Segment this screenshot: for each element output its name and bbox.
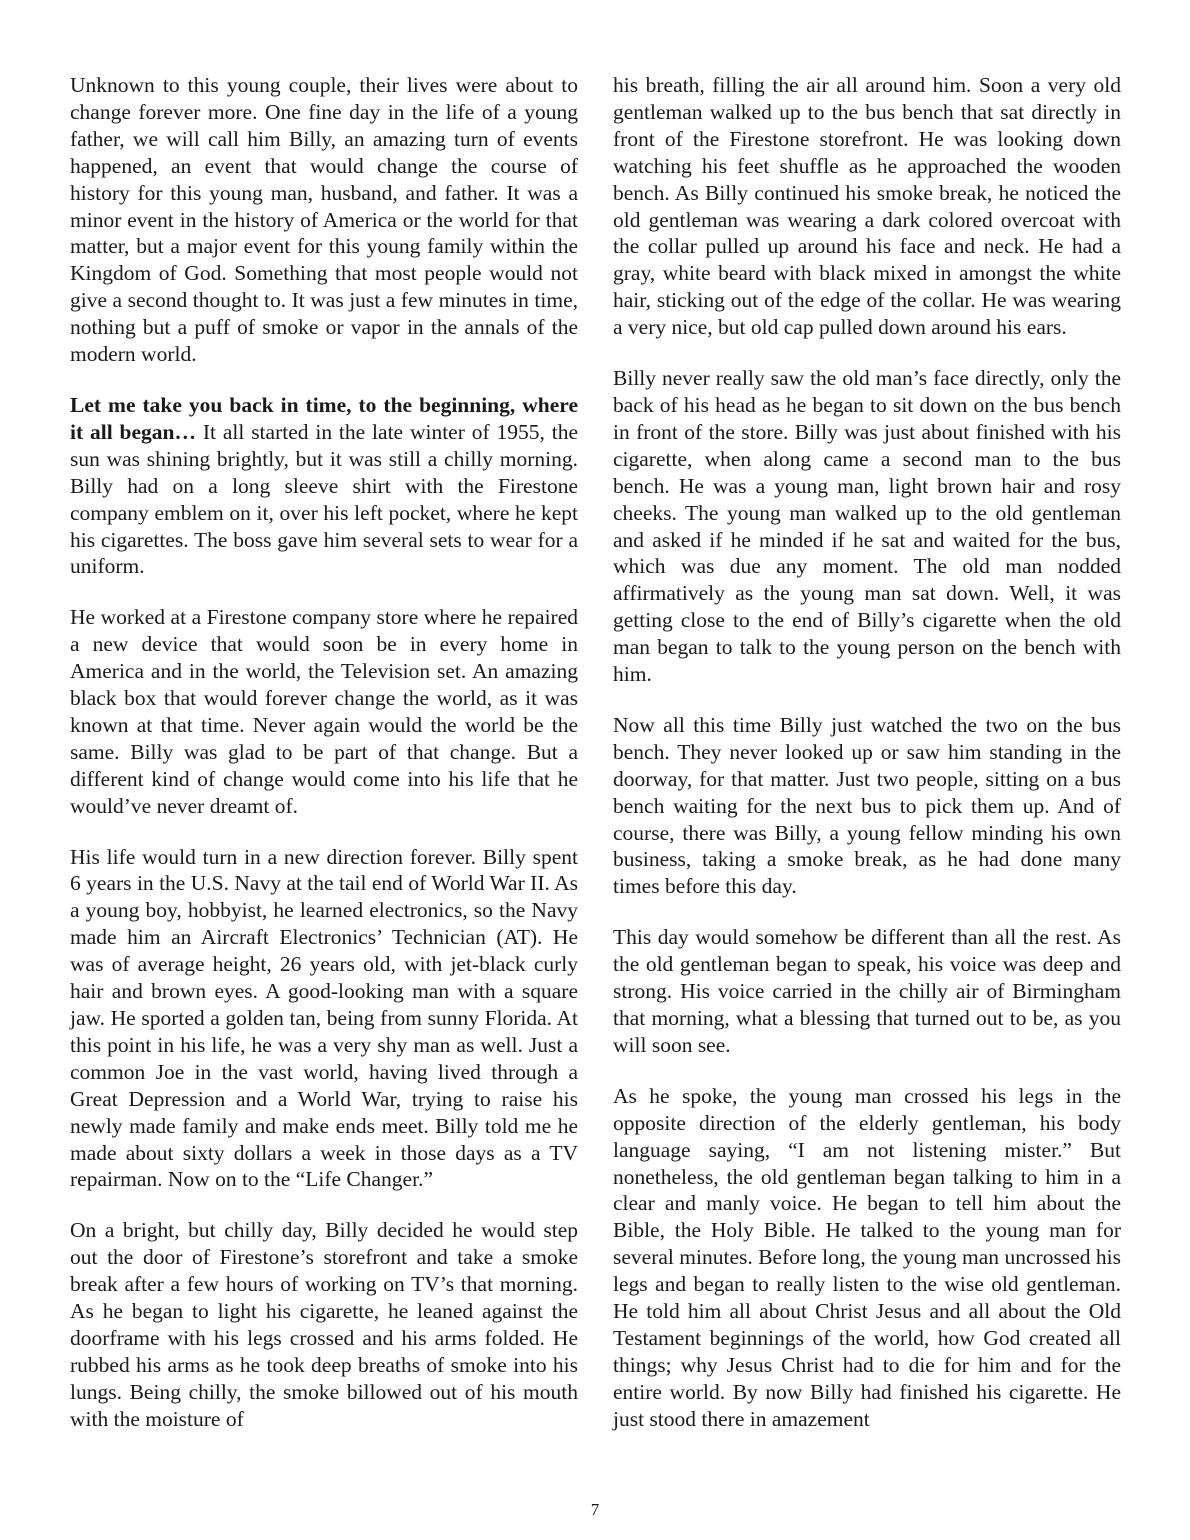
left-text-column [70,72,578,1433]
paragraph: his breath, filling the air all around him. Soon a very old gentleman walked up to the bus bench that sat directly in front of the Firestone storefront. He was looking down watching his feet shuffle as he approached the wooden bench. As Billy continued his smoke break, he noticed the old gentleman was wearing a dark colored overcoat with the collar pulled up around his face and neck. He had a gray, white beard with black mixed in amongst the white hair, sticking out of the edge of the collar. He was wearing a very nice, but old cap pulled down around his ears. [613,73,1121,340]
paragraph: Now all this time Billy just watched the two on the bus bench. They never looked up or saw him standing in the doorway, for that matter. Just two people, sitting on a bus bench waiting for the next bus to pick them up. And of course, there was Billy, a young fellow minding his own business, taking a smoke break, as he had done many times before this day. [613,712,1121,899]
right-text-column [613,72,1121,1433]
paragraph-text: It all started in the late winter of 1955, the sun was shining brightly, but it was still a chilly morning. Billy had on a long sleeve shirt with the Firestone company emblem on it, over his left pocket, where he kept his cigarettes. The boss gave him several sets to wear for a uniform. [70,419,578,579]
paragraph: This day would somehow be different than all the rest. As the old gentleman began to speak, his voice was deep and strong. His voice carried in the chilly air of Birmingham that morning, what a blessing that turned out to be, as you will soon see. [613,925,1121,1057]
bold-lead-in: Let me take you back in time, to the beginning, where it all began… [70,392,578,444]
paragraph: On a bright, but chilly day, Billy decided he would step out the door of Firestone’s storefront and take a smoke break after a few hours of working on TV’s that morning. As he began to light his cigarette, he leaned against the doorframe with his legs crossed and his arms folded. He rubbed his arms as he took deep breaths of smoke into his lungs. Being chilly, the smoke billowed out of his mouth with the moisture of [70,1218,578,1431]
paragraph: He worked at a Firestone company store where he repaired a new device that would soon be in every home in America and in the world, the Television set. An amazing black box that would forever change the world, as it was known at that time. Never again would the world be the same. Billy was glad to be part of that change. But a different kind of change would come into his life that he would’ve never dreamt of. [70,605,578,818]
paragraph: Unknown to this young couple, their lives were about to change forever more. One fine day in the life of a young father, we will call him Billy, an amazing turn of events happened, an event that would change the course of history for this young man, husband, and father. It was a minor event in the history of America or the world for that matter, but a major event for this young family within the Kingdom of God. Something that most people would not give a second thought to. It was just a few minutes in time, nothing but a puff of smoke or vapor in the annals of the modern world. [70,73,578,367]
paragraph: As he spoke, the young man crossed his legs in the opposite direction of the elderly gentleman, his body language saying, “I am not listening mister.” But nonetheless, the old gentleman began talking to him in a clear and manly voice. He began to tell him about the Bible, the Holy Bible. He talked to the young man for several minutes. Before long, the young man uncrossed his legs and began to really listen to the wise old gentleman. He told him all about Christ Jesus and all about the Old Testament beginnings of the world, how God created all things; why Jesus Christ had to die for him and for the entire world. By now Billy had finished his cigarette. He just stood there in amazement [613,1083,1121,1431]
page-number: 7 [590,1500,600,1519]
paragraph: Billy never really saw the old man’s face directly, only the back of his head as he began to sit down on the bus bench in front of the store. Billy was just about finished with his cigarette, when along came a second man to the bus bench. He was a young man, light brown hair and rosy cheeks. The young man walked up to the old gentleman and asked if he minded if he sat and waited for the bus, which was due any moment. The old man nodded affirmatively as the young man sat down. Well, it was getting close to the end of Billy’s cigarette when the old man began to talk to the young person on the bench with him. [613,366,1121,687]
paragraph [70,392,578,580]
paragraph: His life would turn in a new direction forever. Billy spent 6 years in the U.S. Navy at the tail end of World War II. As a young boy, hobbyist, he learned electronics, so the Navy made him an Aircraft Electronics’ Technician (AT). He was of average height, 26 years old, with jet-black curly hair and brown eyes. A good-looking man with a square jaw. He sported a golden tan, being from sunny Florida. At this point in his life, he was a very shy man as well. Just a common Joe in the vast world, having lived through a Great Depression and a World War, trying to raise his newly made family and make ends meet. Billy told me he made about sixty dollars a week in those days as a TV repairman. Now on to the “Life Changer.” [70,844,578,1192]
